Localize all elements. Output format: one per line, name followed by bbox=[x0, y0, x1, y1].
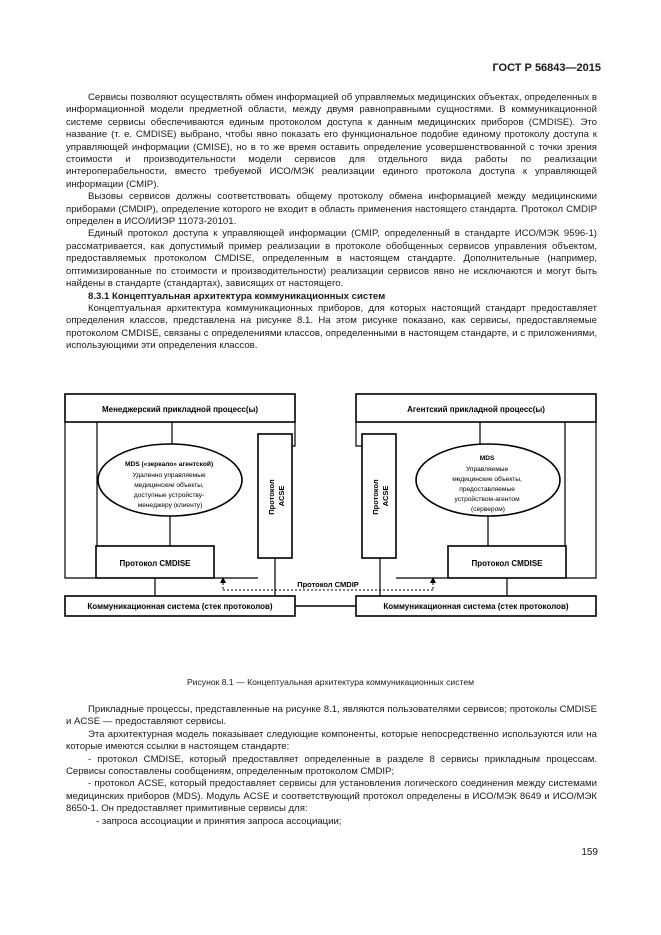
manager-mds-line: Удаленно управляемые bbox=[132, 472, 206, 479]
agent-mds-line: предоставляемые bbox=[459, 486, 515, 493]
top-text-block bbox=[66, 92, 597, 353]
agent-comm-system-label: Коммуникационная система (стек протоколов) bbox=[383, 602, 569, 611]
section-heading: 8.3.1 Концептуальная архитектура коммуникационных систем bbox=[88, 290, 386, 302]
agent-mds-line: медицинские объекты, bbox=[452, 476, 522, 483]
cmdip-label: Протокол CMDIP bbox=[297, 580, 359, 589]
agent-process-label: Агентский прикладной процесс(ы) bbox=[407, 405, 545, 414]
manager-comm-system-label: Коммуникационная система (стек протоколов) bbox=[87, 602, 273, 611]
page-number: 159 bbox=[581, 847, 598, 858]
bottom-text-block bbox=[66, 704, 597, 828]
manager-mds-line: MDS («зеркало» агентской) bbox=[124, 461, 214, 468]
manager-cmdise-label: Протокол CMDISE bbox=[119, 559, 191, 568]
paragraph-cmdip: Вызовы сервисов должны соответствовать общему протоколу обмена информацией между медицинскими приборами (CMDIP), определение которого не входит в область применения настоящего стандарта. Протокол CMDIP определен в ИСО/ИИЭР 11073-20101. bbox=[66, 191, 597, 228]
manager-mds-line: менеджеру (клиенту) bbox=[137, 502, 203, 509]
manager-process-label: Менеджерский прикладной процесс(ы) bbox=[101, 405, 259, 414]
list-item-acse: - протокол ACSE, который предоставляет сервисы для установления логического соединения между системами медицинских приборов (MDS). Модуль ACSE и соответствующий протокол определены в ИСО/МЭК 8649 и ИСО/МЭК 8650-1. Он предоставляет примитивные сервисы для: bbox=[66, 778, 597, 815]
figure-caption: Рисунок 8.1 — Концептуальная архитектура коммуникационных систем bbox=[186, 677, 475, 687]
paragraph-services: Сервисы позволяют осуществлять обмен информацией об управляемых медицинских объектах, определенных в информационной модели предметной области, между двумя равноправными сущностями. В коммуникационной системе сервисы обеспечиваются единым протоколом доступа к данным медицинских приборов (CMDISE). Это название (т. е. CMDISE) выбрано, чтобы явно показать его функциональное подобие единому протоколу доступа к управляющей информации (CMISE), но в то же время оставить определение усовершенствованной с точки зрения стоимости и производительности модели сервисов для отдельного вида работы по реализации интероперабельности, вместо требуемой ИСО/МЭК реализации единого протокола доступа к управляющей информации (CMIP). bbox=[66, 92, 597, 190]
manager-mds-line: медицинские объекты, bbox=[134, 482, 204, 489]
manager-mds-line: доступные устройству- bbox=[133, 492, 205, 499]
agent-mds-line: Управляемые bbox=[465, 466, 509, 473]
agent-mds-line: (сервером) bbox=[471, 506, 505, 513]
paragraph-architecture: Концептуальная архитектура коммуникационных приборов, для которых настоящий стандарт предоставляет определения классов, представлена на рисунке 8.1. На этом рисунке показано, как сервисы, предоставляемые протоколом CMDISE, связаны с определениями классов, определенными в настоящем стандарте, и с приложениями, использующими эти определения классов. bbox=[66, 302, 597, 352]
agent-mds-line: MDS bbox=[479, 455, 495, 462]
paragraph-model: Эта архитектурная модель показывает следующие компоненты, которые непосредственно используются или на которые имеются ссылки в настоящем стандарте: bbox=[66, 728, 597, 753]
manager-acse-line: Протокол bbox=[267, 479, 276, 515]
agent-acse-line: Протокол bbox=[371, 479, 380, 515]
architecture-diagram bbox=[60, 388, 600, 628]
list-item-association: - запроса ассоциации и принятия запроса ассоциации; bbox=[96, 815, 342, 827]
agent-cmdise-label: Протокол CMDISE bbox=[471, 559, 543, 568]
paragraph-cmip: Единый протокол доступа к управляющей информации (CMIP, определенный в стандарте ИСО/МЭК 9596-1) рассматривается, как допустимый пример реализации в протоколе обобщенных сервисов управления объектом, предоставляемых протоколом CMDISE, определенным в настоящем стандарте. Дополнительные (например, оптимизированные по стоимости и производительности) реализации сервисов явно не исключаются и могут быть найдены в стандарте (стандартах), зависящих от настоящего. bbox=[66, 228, 597, 290]
paragraph-processes: Прикладные процессы, представленные на рисунке 8.1, являются пользователями сервисов; протоколы CMDISE и ACSE — предоставляют сервисы. bbox=[66, 704, 597, 728]
agent-acse-line: ACSE bbox=[381, 485, 390, 507]
agent-mds-line: устройством-агентом bbox=[454, 496, 520, 503]
document-header: ГОСТ Р 56843—2015 bbox=[492, 62, 601, 74]
list-item-cmdise: - протокол CMDISE, который предоставляет определенные в разделе 8 сервисы прикладным процессам. Сервисы сопоставлены сообщениям, определенным протоколом CMDIP; bbox=[66, 753, 597, 778]
manager-acse-line: ACSE bbox=[277, 485, 286, 507]
manager-mds-text bbox=[125, 460, 215, 509]
